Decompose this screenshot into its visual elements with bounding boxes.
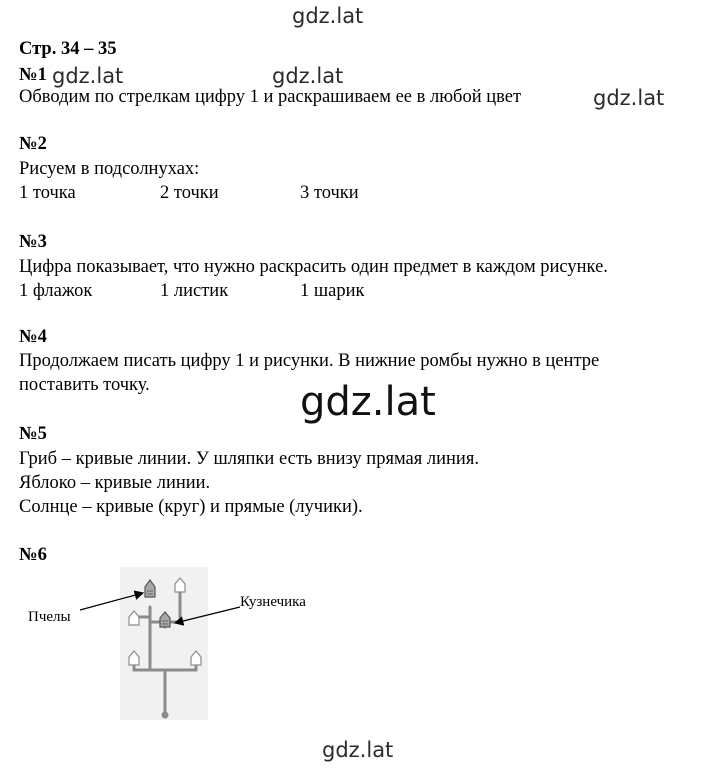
task-2-item: 2 точки (160, 183, 219, 203)
arrow-grasshopper (175, 607, 240, 623)
task-4-text-line-1: Продолжаем писать цифру 1 и рисунки. В нижние ромбы нужно в центре (19, 351, 600, 371)
task-3-number: №3 (19, 232, 47, 252)
watermark: gdz.lat (52, 64, 124, 88)
task-2-number: №2 (19, 134, 47, 154)
task-5-number: №5 (19, 424, 47, 444)
task-3-text: Цифра показывает, что нужно раскрасить один предмет в каждом рисунке. (19, 257, 608, 277)
watermark-large: gdz.lat (300, 379, 436, 425)
task-5-text-line-2: Яблоко – кривые линии. (19, 473, 211, 493)
page-heading: Стр. 34 – 35 (19, 39, 117, 59)
task-4-number: №4 (19, 327, 47, 347)
label-grasshopper: Кузнечика (240, 594, 306, 610)
task-2-item: 3 точки (300, 183, 359, 203)
watermark-top: gdz.lat (292, 4, 364, 28)
task-1-number: №1 (19, 65, 47, 85)
task-3-item: 1 шарик (300, 281, 365, 301)
arrow-bees (80, 593, 143, 610)
task-3-item: 1 листик (160, 281, 229, 301)
watermark: gdz.lat (593, 86, 665, 110)
task-2-item: 1 точка (19, 183, 76, 203)
task-4-text-line-2: поставить точку. (19, 375, 150, 395)
task-1-text: Обводим по стрелкам цифру 1 и раскрашиваем ее в любой цвет (19, 87, 522, 107)
task-3-item: 1 флажок (19, 281, 93, 301)
task-6-number: №6 (19, 545, 47, 565)
task-2-text: Рисуем в подсолнухах: (19, 159, 200, 179)
task-5-text-line-1: Гриб – кривые линии. У шляпки есть внизу прямая линия. (19, 449, 479, 469)
label-bees: Пчелы (28, 609, 71, 625)
task-5-text-line-3: Солнце – кривые (круг) и прямые (лучики). (19, 497, 363, 517)
watermark-bottom: gdz.lat (322, 738, 394, 762)
watermark: gdz.lat (272, 64, 344, 88)
